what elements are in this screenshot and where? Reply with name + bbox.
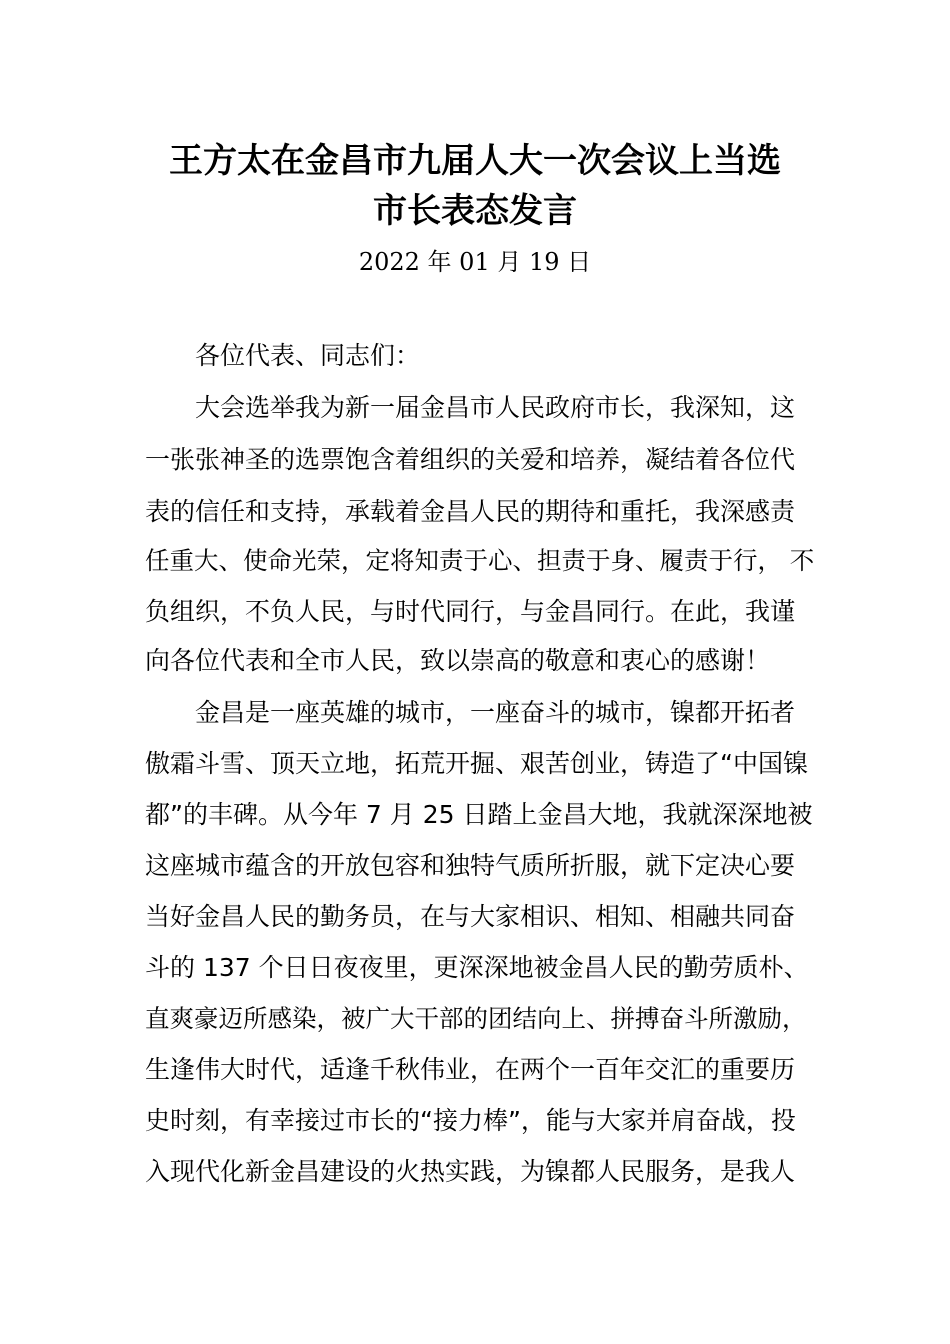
paragraph-2-line-10: 入现代化新金昌建设的火热实践，为镍都人民服务，是我人 bbox=[145, 1157, 796, 1186]
paragraph-2-line-1: 金昌是一座英雄的城市，一座奋斗的城市，镍都开拓者 bbox=[195, 698, 796, 727]
paragraph-2-line-7: 直爽豪迈所感染，被广大干部的团结向上、拼搏奋斗所激励， bbox=[145, 1004, 807, 1033]
paragraph-1-line-2: 一张张神圣的选票饱含着组织的关爱和培养，凝结着各位代 bbox=[145, 445, 796, 474]
paragraph-2-line-2: 傲霜斗雪、顶天立地，拓荒开掘、艰苦创业，铸造了“中国镍 bbox=[145, 749, 808, 778]
paragraph-2-line-5: 当好金昌人民的勤务员，在与大家相识、相知、相融共同奋 bbox=[145, 902, 796, 931]
paragraph-2-line-4: 这座城市蕴含的开放包容和独特气质所折服，就下定决心要 bbox=[145, 851, 796, 880]
paragraph-2-line-8: 生逢伟大时代，适逢千秋伟业，在两个一百年交汇的重要历 bbox=[145, 1055, 796, 1084]
paragraph-1-line-6: 向各位代表和全市人民，致以崇高的敬意和衷心的感谢！ bbox=[145, 646, 771, 675]
paragraph-2-line-9: 史时刻，有幸接过市长的“接力棒”，能与大家并肩奋战，投 bbox=[145, 1106, 796, 1135]
paragraph-2-line-6: 斗的 137 个日日夜夜里，更深深地被金昌人民的勤劳质朴、 bbox=[145, 953, 809, 982]
document-title-line-1: 王方太在金昌市九届人大一次会议上当选 bbox=[169, 141, 781, 181]
paragraph-1-line-5: 负组织，不负人民，与时代同行，与金昌同行。在此，我谨 bbox=[145, 597, 796, 626]
salutation: 各位代表、同志们： bbox=[195, 341, 421, 370]
paragraph-2-line-3: 都”的丰碑。从今年 7 月 25 日踏上金昌大地，我就深深地被 bbox=[145, 800, 813, 829]
paragraph-1-line-4: 任重大、使命光荣，定将知责于心、担责于身、履责于行， 不 bbox=[145, 546, 815, 575]
document-title-line-2: 市长表态发言 bbox=[373, 191, 577, 231]
paragraph-1-line-1: 大会选举我为新一届金昌市人民政府市长，我深知，这 bbox=[195, 393, 796, 422]
document-date: 2022 年 01 月 19 日 bbox=[358, 248, 592, 276]
paragraph-1-line-3: 表的信任和支持，承载着金昌人民的期待和重托，我深感责 bbox=[145, 497, 796, 526]
